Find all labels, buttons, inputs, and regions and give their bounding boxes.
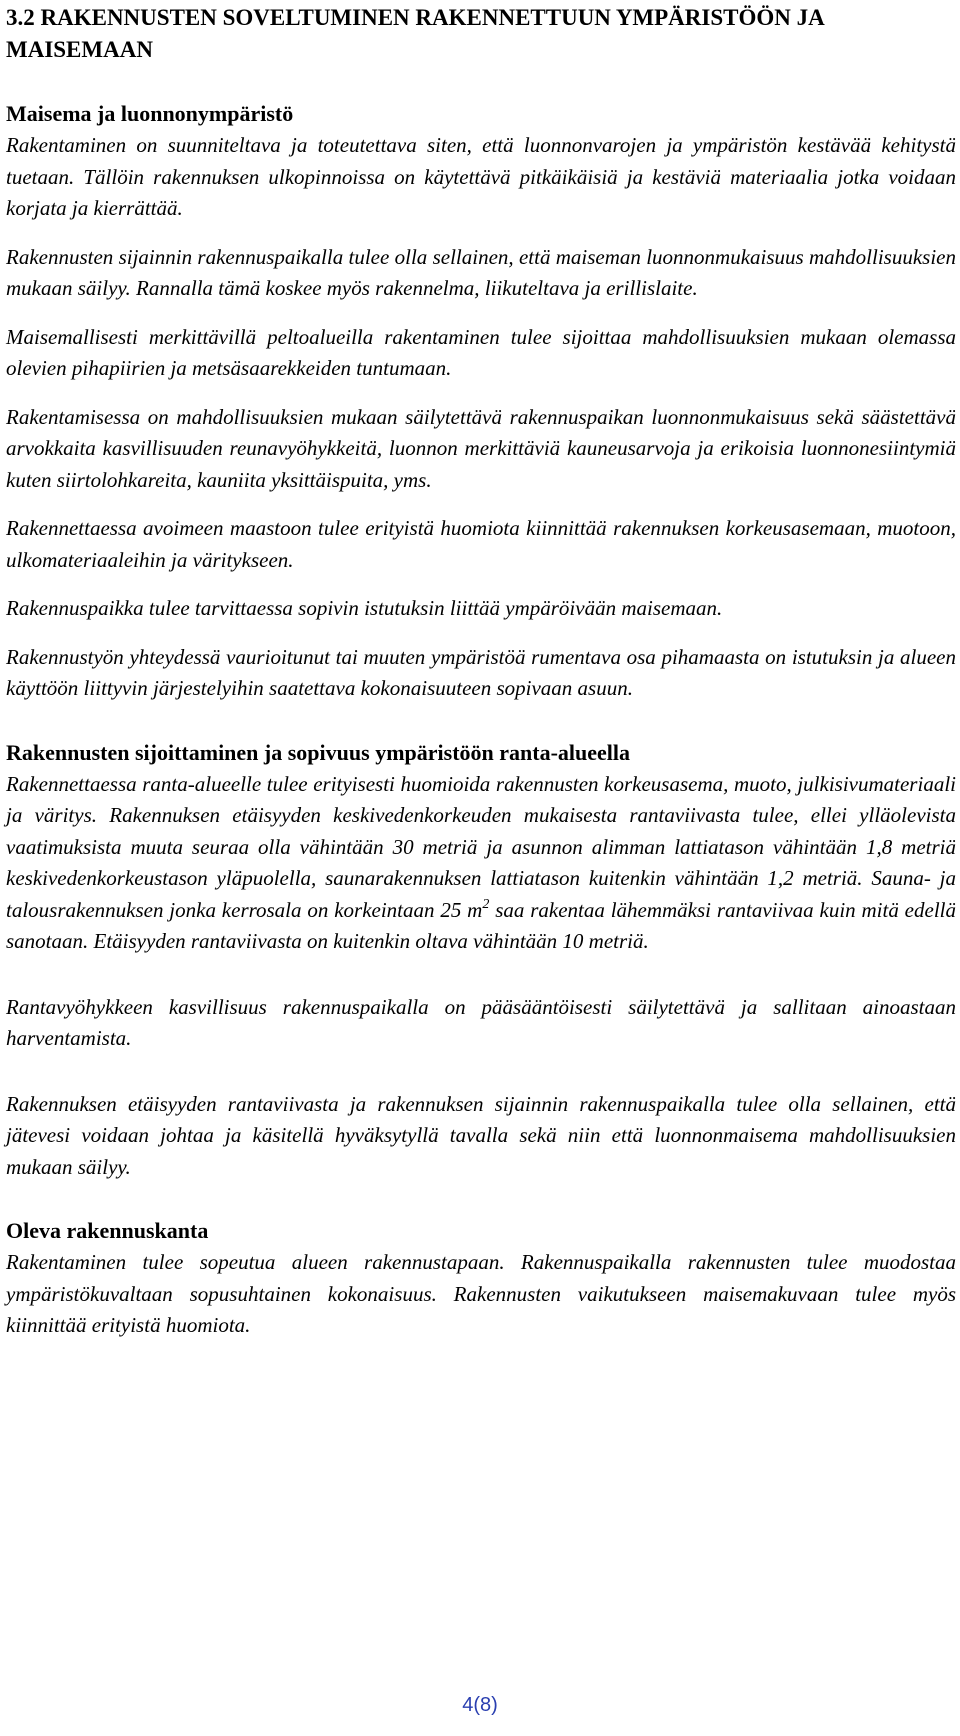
- spacer: [6, 496, 956, 513]
- paragraph: Rantavyöhykkeen kasvillisuus rakennuspaikalla on pääsääntöisesti säilytettävä ja sallitaan ainoastaan harventamista.: [6, 994, 956, 1050]
- spacer: [6, 705, 956, 737]
- spacer: [6, 305, 956, 322]
- paragraph: Rakennusten sijainnin rakennuspaikalla tulee olla sellainen, että maiseman luonnonmukaisuus mahdollisuuksien mukaan säilyy. Rannalla tämä koskee myös rakennelma, liikuteltava ja erillislaite.: [6, 244, 956, 300]
- spacer: [6, 225, 956, 242]
- spacer: [6, 958, 956, 992]
- paragraph: Maisemallisesti merkittävillä peltoalueilla rakentaminen tulee sijoittaa mahdollisuuksien mukaan olemassa olevien pihapiirien ja metsäsaarekkeiden tuntumaan.: [6, 324, 956, 380]
- spacer: [6, 385, 956, 402]
- paragraph: Rakentaminen on suunniteltava ja toteutettava siten, että luonnonvarojen ja ympäristön kestävää kehitystä tuetaan. Tällöin rakennuksen ulkopinnoissa on käytettävä pitkäikäisiä ja kestäviä materiaalia jotka voidaan korjata ja kierrättää.: [6, 133, 956, 220]
- paragraph: Rakentaminen tulee sopeutua alueen rakennustapaan. Rakennuspaikalla rakennusten tulee muodostaa ympäristökuvaltaan sopusuhtainen kokonaisuus. Rakennusten vaikutukseen maisemakuvaan tulee myös kiinnittää erityistä huomiota.: [6, 1250, 956, 1337]
- paragraph-text: saa rakentaa lähemmäksi rantaviivaa kuin mitä edellä sanotaan. Etäisyyden rantaviivasta on kuitenkin oltava vähintään 10 metriä.: [6, 897, 956, 953]
- paragraph: Rakennustyön yhteydessä vaurioitunut tai muuten ympäristöä rumentava osa pihamaasta on istutuksin ja alueen käyttöön liittyvin järjestelyihin saatettava kokonaisuuteen sopivaan asuun.: [6, 644, 956, 700]
- section-title: 3.2 RAKENNUSTEN SOVELTUMINEN RAKENNETTUUN YMPÄRISTÖÖN JA MAISEMAAN: [6, 5, 824, 62]
- paragraph: Rakennettaessa avoimeen maastoon tulee erityistä huomiota kiinnittää rakennuksen korkeusasemaan, muotoon, ulkomateriaaleihin ja väritykseen.: [6, 516, 956, 572]
- subsection-heading-existing-buildings: Oleva rakennuskanta: [6, 1218, 209, 1243]
- subsection-heading-landscape: Maisema ja luonnonympäristö: [6, 101, 294, 126]
- paragraph: Rakennuspaikka tulee tarvittaessa sopivin istutuksin liittää ympäröivään maisemaan.: [6, 596, 723, 620]
- page-number: 4(8): [462, 1694, 498, 1716]
- paragraph-shore-distances: [6, 769, 956, 958]
- document-page: [6, 0, 956, 1342]
- paragraph: Rakentamisessa on mahdollisuuksien mukaan säilytettävä rakennuspaikan luonnonmukaisuus sekä säästettävä arvokkaita kasvillisuuden reunavyöhykkeitä, luonnon merkittäviä kauneusarvoja ja erikoisia luonnonesiintymiä kuten siirtolohkareita, kauniita yksittäispuita, yms.: [6, 404, 956, 492]
- spacer: [6, 1183, 956, 1215]
- paragraph: Rakennuksen etäisyyden rantaviivasta ja rakennuksen sijainnin rakennuspaikalla tulee olla sellainen, että jätevesi voidaan johtaa ja käsitellä hyväksytyllä tavalla sekä niin että luonnonmaisema mahdollisuuksien mukaan säilyy.: [6, 1091, 956, 1179]
- spacer: [6, 576, 956, 593]
- paragraph-text: Rakennettaessa ranta-alueelle tulee erityisesti huomioida rakennusten korkeusasema, muoto, julkisivumateriaali ja väritys. Rakennuksen etäisyyden keskivedenkorkeuden mukaisesta rantaviivasta tulee, ellei ylläolevista vaatimuksista muuta seuraa olla vähintään 30 metriä ja asunnon alimman lattiatason vähintään 1,8 metriä keskivedenkorkeustason yläpuolella, saunarakennuksen lattiatason kuitenkin vähintään 1,2 metriä. Sauna- ja talousrakennuksen jonka kerrosala on korkeintaan 25 m: [6, 771, 956, 922]
- subsection-heading-shore: Rakennusten sijoittaminen ja sopivuus ympäristöön ranta-alueella: [6, 739, 631, 765]
- spacer: [6, 625, 956, 642]
- spacer: [6, 66, 956, 98]
- superscript-squared: 2: [482, 896, 490, 912]
- spacer: [6, 1055, 956, 1089]
